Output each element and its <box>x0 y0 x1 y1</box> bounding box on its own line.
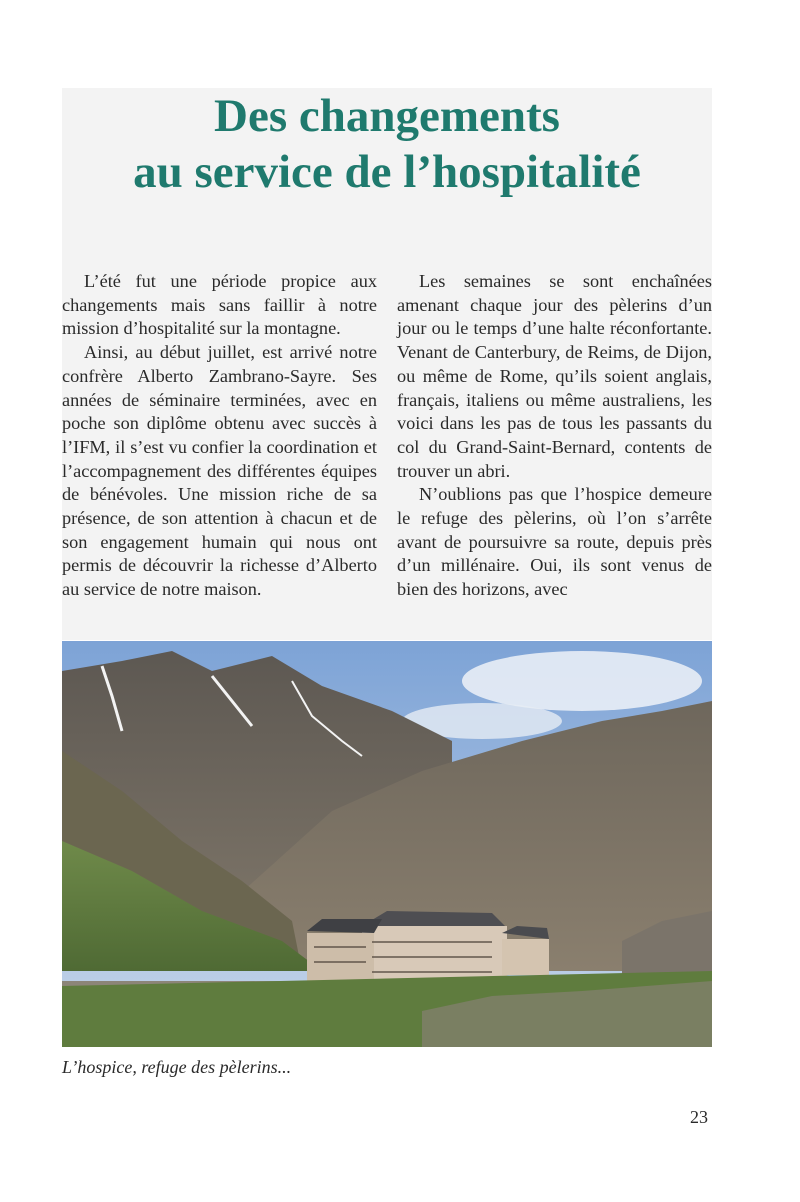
paragraph: Ainsi, au début juillet, est arrivé notre confrère Alberto Zambrano-Sayre. Ses années de séminaire terminées, avec en poche son diplôme obtenu avec succès à l’IFM, il s’est vu confier la coordination et l’accompagnement des différentes équipes de bénévoles. Une mission riche de sa présence, de son attention à chacun et de son engagement humain qui nous ont permis de découvrir la richesse d’Alberto au service de notre maison. <box>62 342 377 600</box>
hospice-photo <box>62 641 712 1047</box>
left-column <box>62 270 377 602</box>
paragraph: Les semaines se sont enchaînées amenant chaque jour des pèlerins d’un jour ou le temps d’une halte réconfortante. Venant de Canterbury, de Reims, de Dijon, ou même de Rome, qu’ils soient anglais, français, italiens ou même australiens, les voici dans les pas de tous les passants du col du Grand-Saint-Bernard, contents de trouver un abri. <box>397 271 712 481</box>
title-line-2: au service de l’hospitalité <box>133 146 641 198</box>
page-number: 23 <box>690 1107 708 1127</box>
article-title <box>62 88 712 200</box>
cloud <box>462 651 702 711</box>
paragraph: L’été fut une période propice aux changements mais sans faillir à notre mission d’hospitalité sur la montagne. <box>62 271 377 339</box>
title-line-1: Des changements <box>214 90 560 142</box>
right-column <box>397 270 712 602</box>
paragraph: N’oublions pas que l’hospice demeure le refuge des pèlerins, où l’on s’arrête avant de poursuivre sa route, depuis près d’un millénaire. Oui, ils sont venus de bien des horizons, avec <box>397 484 712 600</box>
photo-caption: L’hospice, refuge des pèlerins... <box>62 1057 292 1077</box>
